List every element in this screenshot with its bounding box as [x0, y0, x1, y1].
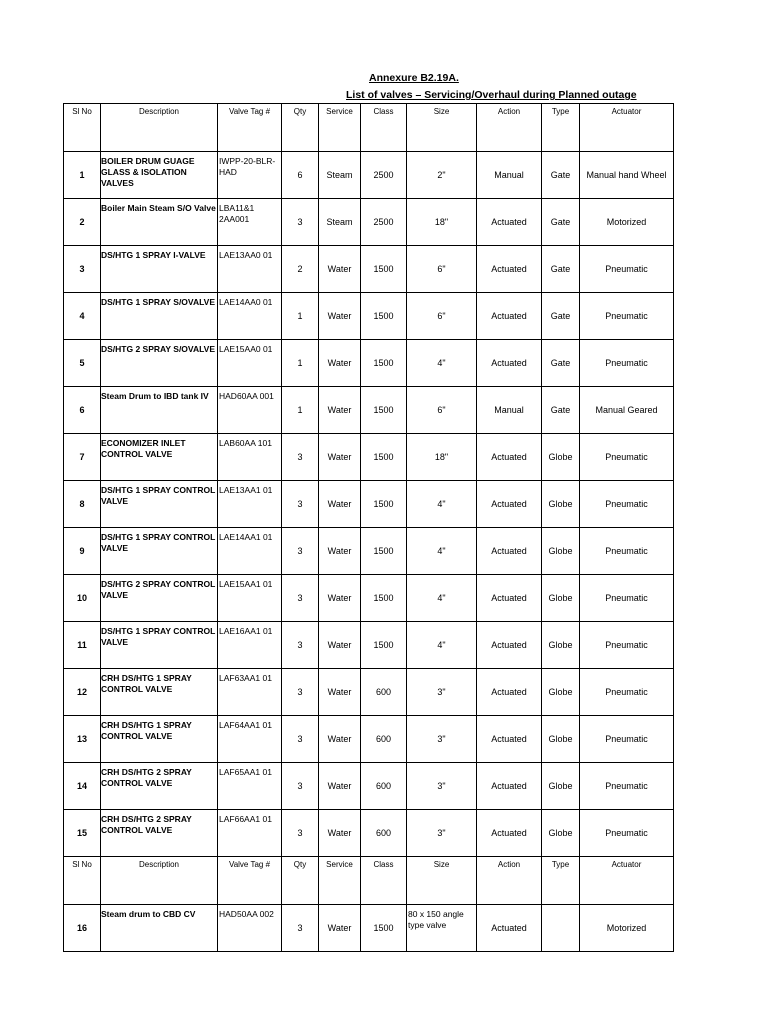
cell-size: 18" [407, 199, 477, 246]
table-row [64, 152, 674, 199]
cell-sl-no: 2 [64, 199, 101, 246]
cell-type: Globe [542, 481, 580, 528]
cell-size: 2" [407, 152, 477, 199]
cell-service: Water [319, 293, 361, 340]
cell-qty: 3 [282, 905, 319, 952]
cell-description: DS/HTG 1 SPRAY I-VALVE [101, 246, 218, 293]
header-qty: Qty [282, 857, 319, 905]
cell-sl-no: 13 [64, 716, 101, 763]
cell-qty: 1 [282, 387, 319, 434]
header-description: Description [101, 857, 218, 905]
cell-qty: 2 [282, 246, 319, 293]
cell-action: Actuated [477, 905, 542, 952]
table-row [64, 669, 674, 716]
cell-description: ECONOMIZER INLET CONTROL VALVE [101, 434, 218, 481]
header-class: Class [361, 857, 407, 905]
cell-valve-tag: LAF64AA1 01 [218, 716, 282, 763]
cell-service: Water [319, 387, 361, 434]
header-size: Size [407, 104, 477, 152]
cell-actuator: Motorized [580, 199, 674, 246]
cell-sl-no: 9 [64, 528, 101, 575]
cell-actuator: Pneumatic [580, 293, 674, 340]
header-valve-tag: Valve Tag # [218, 104, 282, 152]
cell-service: Water [319, 622, 361, 669]
cell-size: 6" [407, 293, 477, 340]
cell-action: Actuated [477, 622, 542, 669]
cell-size: 3" [407, 763, 477, 810]
cell-qty: 3 [282, 669, 319, 716]
cell-sl-no: 12 [64, 669, 101, 716]
table-row [64, 763, 674, 810]
cell-type: Globe [542, 528, 580, 575]
header-description: Description [101, 104, 218, 152]
cell-class: 1500 [361, 293, 407, 340]
header-actuator: Actuator [580, 104, 674, 152]
cell-service: Steam [319, 152, 361, 199]
cell-class: 1500 [361, 528, 407, 575]
cell-actuator: Pneumatic [580, 481, 674, 528]
cell-actuator: Pneumatic [580, 528, 674, 575]
cell-size: 3" [407, 716, 477, 763]
table-row [64, 716, 674, 763]
header-action: Action [477, 857, 542, 905]
header-size: Size [407, 857, 477, 905]
cell-actuator: Pneumatic [580, 575, 674, 622]
cell-description: DS/HTG 1 SPRAY CONTROL VALVE [101, 622, 218, 669]
cell-sl-no: 8 [64, 481, 101, 528]
cell-valve-tag: HAD60AA 001 [218, 387, 282, 434]
cell-qty: 6 [282, 152, 319, 199]
cell-type: Globe [542, 622, 580, 669]
header-sl-no: Sl No [64, 104, 101, 152]
cell-action: Actuated [477, 246, 542, 293]
cell-sl-no: 3 [64, 246, 101, 293]
cell-size: 4" [407, 528, 477, 575]
table-row [64, 622, 674, 669]
cell-size: 4" [407, 481, 477, 528]
table-header-row [64, 857, 674, 905]
cell-valve-tag: IWPP-20-BLR-HAD [218, 152, 282, 199]
cell-actuator: Pneumatic [580, 340, 674, 387]
cell-actuator: Manual hand Wheel [580, 152, 674, 199]
cell-service: Water [319, 575, 361, 622]
cell-action: Manual [477, 387, 542, 434]
cell-valve-tag: LAE13AA0 01 [218, 246, 282, 293]
cell-actuator: Pneumatic [580, 716, 674, 763]
header-actuator: Actuator [580, 857, 674, 905]
cell-service: Water [319, 716, 361, 763]
cell-type: Gate [542, 293, 580, 340]
cell-class: 1500 [361, 575, 407, 622]
cell-service: Water [319, 669, 361, 716]
cell-description: DS/HTG 1 SPRAY CONTROL VALVE [101, 481, 218, 528]
cell-service: Water [319, 434, 361, 481]
cell-actuator: Motorized [580, 905, 674, 952]
cell-qty: 3 [282, 575, 319, 622]
table-row [64, 481, 674, 528]
cell-size: 6" [407, 387, 477, 434]
cell-type: Gate [542, 246, 580, 293]
cell-action: Actuated [477, 293, 542, 340]
cell-valve-tag: LAB60AA 101 [218, 434, 282, 481]
table-row [64, 810, 674, 857]
header-service: Service [319, 104, 361, 152]
cell-valve-tag: LAE15AA0 01 [218, 340, 282, 387]
cell-qty: 3 [282, 622, 319, 669]
cell-action: Actuated [477, 763, 542, 810]
cell-description: Steam Drum to IBD tank IV [101, 387, 218, 434]
cell-actuator: Pneumatic [580, 669, 674, 716]
cell-action: Actuated [477, 528, 542, 575]
cell-description: CRH DS/HTG 1 SPRAY CONTROL VALVE [101, 669, 218, 716]
cell-service: Water [319, 810, 361, 857]
table-row [64, 575, 674, 622]
cell-class: 600 [361, 716, 407, 763]
cell-service: Water [319, 763, 361, 810]
cell-size: 6" [407, 246, 477, 293]
cell-sl-no: 15 [64, 810, 101, 857]
cell-service: Water [319, 246, 361, 293]
cell-service: Water [319, 481, 361, 528]
cell-actuator: Pneumatic [580, 246, 674, 293]
cell-type: Globe [542, 763, 580, 810]
table-header-row [64, 104, 674, 152]
cell-sl-no: 11 [64, 622, 101, 669]
cell-valve-tag: LAE14AA1 01 [218, 528, 282, 575]
cell-action: Actuated [477, 810, 542, 857]
cell-valve-tag: LAF65AA1 01 [218, 763, 282, 810]
cell-class: 1500 [361, 340, 407, 387]
cell-qty: 3 [282, 763, 319, 810]
cell-description: Boiler Main Steam S/O Valve [101, 199, 218, 246]
cell-qty: 3 [282, 481, 319, 528]
cell-size: 4" [407, 575, 477, 622]
cell-sl-no: 10 [64, 575, 101, 622]
cell-type: Globe [542, 434, 580, 481]
cell-qty: 3 [282, 716, 319, 763]
cell-class: 1500 [361, 481, 407, 528]
table-row [64, 293, 674, 340]
cell-description: CRH DS/HTG 2 SPRAY CONTROL VALVE [101, 810, 218, 857]
cell-class: 2500 [361, 199, 407, 246]
table-row [64, 387, 674, 434]
cell-valve-tag: HAD50AA 002 [218, 905, 282, 952]
cell-description: DS/HTG 1 SPRAY CONTROL VALVE [101, 528, 218, 575]
cell-type: Gate [542, 199, 580, 246]
cell-sl-no: 7 [64, 434, 101, 481]
cell-description: CRH DS/HTG 1 SPRAY CONTROL VALVE [101, 716, 218, 763]
header-valve-tag: Valve Tag # [218, 857, 282, 905]
cell-qty: 3 [282, 810, 319, 857]
header-type: Type [542, 104, 580, 152]
cell-class: 1500 [361, 246, 407, 293]
cell-sl-no: 16 [64, 905, 101, 952]
cell-valve-tag: LAE16AA1 01 [218, 622, 282, 669]
cell-type: Gate [542, 387, 580, 434]
cell-class: 2500 [361, 152, 407, 199]
cell-description: CRH DS/HTG 2 SPRAY CONTROL VALVE [101, 763, 218, 810]
cell-qty: 1 [282, 340, 319, 387]
cell-valve-tag: LBA11&1 2AA001 [218, 199, 282, 246]
cell-action: Actuated [477, 716, 542, 763]
cell-actuator: Pneumatic [580, 810, 674, 857]
cell-type [542, 905, 580, 952]
header-type: Type [542, 857, 580, 905]
cell-size: 4" [407, 340, 477, 387]
cell-valve-tag: LAE15AA1 01 [218, 575, 282, 622]
cell-action: Actuated [477, 669, 542, 716]
cell-action: Actuated [477, 575, 542, 622]
header-service: Service [319, 857, 361, 905]
cell-sl-no: 14 [64, 763, 101, 810]
cell-service: Water [319, 528, 361, 575]
cell-type: Gate [542, 340, 580, 387]
cell-valve-tag: LAE14AA0 01 [218, 293, 282, 340]
table-row [64, 246, 674, 293]
cell-actuator: Pneumatic [580, 434, 674, 481]
cell-description: DS/HTG 1 SPRAY S/OVALVE [101, 293, 218, 340]
cell-qty: 3 [282, 528, 319, 575]
document-subtitle: List of valves – Servicing/Overhaul during Planned outage [346, 89, 637, 101]
cell-size: 80 x 150 angle type valve [407, 905, 477, 952]
cell-sl-no: 1 [64, 152, 101, 199]
cell-valve-tag: LAF63AA1 01 [218, 669, 282, 716]
cell-qty: 3 [282, 434, 319, 481]
cell-service: Water [319, 905, 361, 952]
cell-sl-no: 6 [64, 387, 101, 434]
cell-class: 600 [361, 669, 407, 716]
header-qty: Qty [282, 104, 319, 152]
cell-class: 600 [361, 763, 407, 810]
table-row [64, 434, 674, 481]
cell-type: Globe [542, 669, 580, 716]
cell-actuator: Pneumatic [580, 763, 674, 810]
cell-sl-no: 5 [64, 340, 101, 387]
cell-actuator: Pneumatic [580, 622, 674, 669]
cell-action: Manual [477, 152, 542, 199]
cell-sl-no: 4 [64, 293, 101, 340]
header-class: Class [361, 104, 407, 152]
cell-description: BOILER DRUM GUAGE GLASS & ISOLATION VALVES [101, 152, 218, 199]
table-row [64, 528, 674, 575]
cell-class: 1500 [361, 905, 407, 952]
cell-service: Steam [319, 199, 361, 246]
cell-size: 3" [407, 810, 477, 857]
cell-type: Globe [542, 810, 580, 857]
header-sl-no: Sl No [64, 857, 101, 905]
cell-class: 1500 [361, 387, 407, 434]
cell-class: 1500 [361, 434, 407, 481]
valves-table [63, 103, 674, 952]
cell-qty: 1 [282, 293, 319, 340]
cell-action: Actuated [477, 340, 542, 387]
table-row [64, 905, 674, 952]
annexure-title: Annexure B2.19A. [369, 72, 459, 84]
cell-size: 3" [407, 669, 477, 716]
cell-valve-tag: LAF66AA1 01 [218, 810, 282, 857]
cell-class: 600 [361, 810, 407, 857]
cell-action: Actuated [477, 481, 542, 528]
cell-action: Actuated [477, 434, 542, 481]
table-row [64, 199, 674, 246]
cell-description: DS/HTG 2 SPRAY CONTROL VALVE [101, 575, 218, 622]
cell-valve-tag: LAE13AA1 01 [218, 481, 282, 528]
cell-service: Water [319, 340, 361, 387]
cell-qty: 3 [282, 199, 319, 246]
cell-type: Globe [542, 716, 580, 763]
cell-type: Globe [542, 575, 580, 622]
cell-size: 4" [407, 622, 477, 669]
header-action: Action [477, 104, 542, 152]
cell-action: Actuated [477, 199, 542, 246]
cell-type: Gate [542, 152, 580, 199]
cell-description: DS/HTG 2 SPRAY S/OVALVE [101, 340, 218, 387]
table-row [64, 340, 674, 387]
cell-actuator: Manual Geared [580, 387, 674, 434]
cell-description: Steam drum to CBD CV [101, 905, 218, 952]
cell-class: 1500 [361, 622, 407, 669]
cell-size: 18" [407, 434, 477, 481]
